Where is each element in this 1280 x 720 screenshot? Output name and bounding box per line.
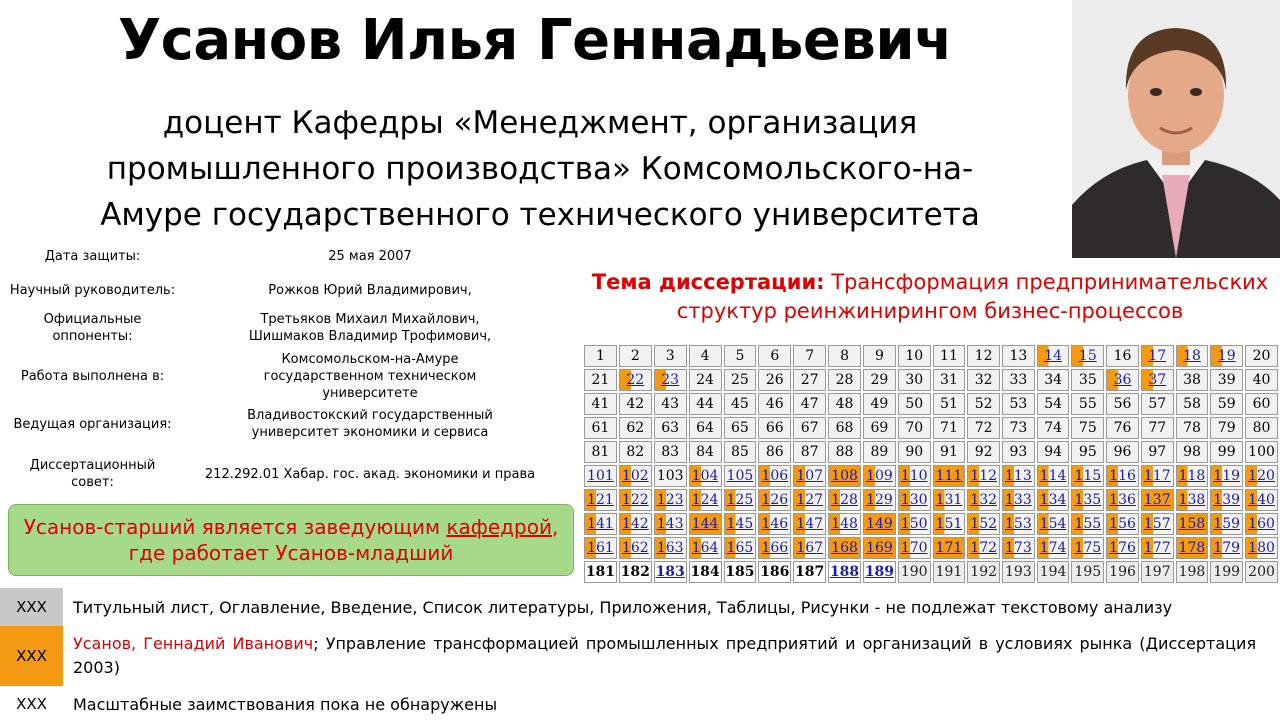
page-cell: 69 [863, 417, 896, 439]
page-cell: 182 [619, 561, 652, 583]
info-row [0, 351, 560, 401]
page-grid-row [584, 537, 1278, 559]
page-cell: 80 [1245, 417, 1278, 439]
page-cell: 97 [1141, 441, 1174, 463]
page-cell: 184 [689, 561, 722, 583]
page-cell: 27 [793, 369, 826, 391]
legend-swatch: XXX [0, 690, 63, 718]
page-cell[interactable]: 183 [654, 561, 687, 583]
page-cell[interactable]: 126 [758, 489, 791, 511]
page-cell: 79 [1210, 417, 1243, 439]
page-cell[interactable]: 170 [898, 537, 931, 559]
page-cell[interactable]: 157 [1141, 513, 1174, 535]
page-cell[interactable]: 15 [1071, 345, 1104, 367]
page-cell[interactable]: 115 [1071, 465, 1104, 487]
page-cell: 58 [1176, 393, 1209, 415]
page-cell: 99 [1210, 441, 1243, 463]
page-cell: 103 [654, 465, 687, 487]
page-cell: 62 [619, 417, 652, 439]
page-cell[interactable]: 180 [1245, 537, 1278, 559]
page-cell[interactable]: 177 [1141, 537, 1174, 559]
page-cell: 78 [1176, 417, 1209, 439]
info-value: Комсомольском-на-Амуре государственном техническом университете [263, 351, 477, 401]
page-cell: 40 [1245, 369, 1278, 391]
page-cell[interactable]: 131 [933, 489, 966, 511]
page-cell[interactable]: 158 [1176, 513, 1209, 535]
page-cell[interactable]: 171 [933, 537, 966, 559]
page-cell: 13 [1002, 345, 1035, 367]
page-cell: 95 [1071, 441, 1104, 463]
info-row [0, 248, 560, 265]
page-cell[interactable]: 161 [584, 537, 617, 559]
page-cell[interactable]: 112 [967, 465, 1000, 487]
page-cell: 192 [967, 561, 1000, 583]
page-cell: 61 [584, 417, 617, 439]
page-cell: 47 [793, 393, 826, 415]
callout-text: Усанов-старший является заведующим [23, 515, 447, 539]
page-cell: 39 [1210, 369, 1243, 391]
page-cell: 46 [758, 393, 791, 415]
page-cell[interactable]: 164 [689, 537, 722, 559]
page-cell: 186 [758, 561, 791, 583]
page-cell: 84 [689, 441, 722, 463]
page-cell: 83 [654, 441, 687, 463]
info-value: 212.292.01 Хабар. гос. акад. экономики и права [204, 466, 536, 482]
page-cell[interactable]: 37 [1141, 369, 1174, 391]
page-cell: 25 [724, 369, 757, 391]
page-cell[interactable]: 127 [793, 489, 826, 511]
page-cell[interactable]: 144 [689, 513, 722, 535]
page-cell: 82 [619, 441, 652, 463]
page-cell[interactable]: 111 [933, 465, 966, 487]
page-cell: 92 [967, 441, 1000, 463]
page-cell[interactable]: 168 [828, 537, 861, 559]
page-cell: 56 [1106, 393, 1139, 415]
page-cell: 96 [1106, 441, 1139, 463]
page-cell[interactable]: 174 [1037, 537, 1070, 559]
page-cell: 59 [1210, 393, 1243, 415]
page-cell: 32 [967, 369, 1000, 391]
page-cell: 5 [724, 345, 757, 367]
page-cell[interactable]: 109 [863, 465, 896, 487]
page-cell: 49 [863, 393, 896, 415]
page-cell: 34 [1037, 369, 1070, 391]
page-cell: 81 [584, 441, 617, 463]
page-cell: 190 [898, 561, 931, 583]
source-author: Усанов, Геннадий Иванович [73, 634, 314, 653]
page-cell[interactable]: 145 [724, 513, 757, 535]
page-cell: 3 [654, 345, 687, 367]
page-cell[interactable]: 143 [654, 513, 687, 535]
page-cell[interactable]: 189 [863, 561, 896, 583]
info-row [0, 310, 560, 346]
page-cell: 33 [1002, 369, 1035, 391]
subtitle-line: Амуре государственного технического университета [100, 197, 980, 233]
page-cell: 41 [584, 393, 617, 415]
legend-text: Титульный лист, Оглавление, Введение, Список литературы, Приложения, Таблицы, Рисунки - не подлежат текстовому анализу [73, 597, 1173, 617]
legend-row [0, 626, 1280, 686]
dissertation-theme [580, 268, 1280, 326]
page-cell[interactable]: 118 [1176, 465, 1209, 487]
page-cell: 64 [689, 417, 722, 439]
page-cell: 50 [898, 393, 931, 415]
page-cell[interactable]: 138 [1176, 489, 1209, 511]
page-cell[interactable]: 179 [1210, 537, 1243, 559]
info-label: Работа выполнена в: [20, 368, 165, 384]
page-cell: 76 [1106, 417, 1139, 439]
page-cell: 52 [967, 393, 1000, 415]
page-grid-row [584, 441, 1278, 463]
page-cell[interactable]: 108 [828, 465, 861, 487]
page-grid-row [584, 417, 1278, 439]
info-label: Официальные оппоненты: [43, 312, 142, 344]
page-cell[interactable]: 119 [1210, 465, 1243, 487]
page-cell: 187 [793, 561, 826, 583]
legend-swatch: XXX [0, 588, 63, 626]
portrait-illustration [1072, 0, 1280, 258]
page-cell[interactable]: 156 [1106, 513, 1139, 535]
page-cell[interactable]: 124 [689, 489, 722, 511]
page-cell: 70 [898, 417, 931, 439]
page-cell[interactable]: 141 [584, 513, 617, 535]
page-cell[interactable]: 152 [967, 513, 1000, 535]
page-cell[interactable]: 140 [1245, 489, 1278, 511]
page-cell: 35 [1071, 369, 1104, 391]
info-value: Третьяков Михаил Михайлович, Шишмаков Владимир Трофимович, [248, 312, 492, 344]
page-cell: 194 [1037, 561, 1070, 583]
page-cell: 48 [828, 393, 861, 415]
page-cell: 20 [1245, 345, 1278, 367]
info-label: Диссертационный совет: [29, 458, 156, 490]
page-cell: 72 [967, 417, 1000, 439]
page-cell: 68 [828, 417, 861, 439]
page-cell: 199 [1210, 561, 1243, 583]
page-cell: 86 [758, 441, 791, 463]
relation-callout [8, 504, 574, 576]
page-cell: 191 [933, 561, 966, 583]
page-cell[interactable]: 137 [1141, 489, 1174, 511]
page-cell[interactable]: 107 [793, 465, 826, 487]
page-cell: 55 [1071, 393, 1104, 415]
page-cell: 90 [898, 441, 931, 463]
page-cell[interactable]: 142 [619, 513, 652, 535]
legend-text: Масштабные заимствования пока не обнаружены [73, 694, 498, 714]
page-cell: 93 [1002, 441, 1035, 463]
page-cell: 193 [1002, 561, 1035, 583]
page-cell: 71 [933, 417, 966, 439]
page-cell[interactable]: 160 [1245, 513, 1278, 535]
page-cell: 89 [863, 441, 896, 463]
page-cell[interactable]: 102 [619, 465, 652, 487]
legend-row [0, 588, 1280, 626]
page-cell[interactable]: 121 [584, 489, 617, 511]
page-cell[interactable]: 105 [724, 465, 757, 487]
page-cell[interactable]: 139 [1210, 489, 1243, 511]
page-cell: 94 [1037, 441, 1070, 463]
page-grid-row [584, 393, 1278, 415]
page-cell: 196 [1106, 561, 1139, 583]
page-cell: 63 [654, 417, 687, 439]
info-value: Рожков Юрий Владимирович, [268, 283, 472, 298]
page-cell[interactable]: 110 [898, 465, 931, 487]
page-cell: 16 [1106, 345, 1139, 367]
page-cell: 4 [689, 345, 722, 367]
page-cell: 87 [793, 441, 826, 463]
page-cell[interactable]: 113 [1002, 465, 1035, 487]
page-title: Усанов Илья Геннадьевич [117, 8, 953, 73]
portrait-photo [1072, 0, 1280, 258]
page-grid-row [584, 465, 1278, 487]
page-cell[interactable]: 114 [1037, 465, 1070, 487]
page-cell[interactable]: 149 [863, 513, 896, 535]
page-cell: 195 [1071, 561, 1104, 583]
page-cell: 2 [619, 345, 652, 367]
page-cell[interactable]: 162 [619, 537, 652, 559]
page-cell[interactable]: 169 [863, 537, 896, 559]
department-link[interactable]: кафедрой [446, 515, 552, 539]
page-cell[interactable]: 36 [1106, 369, 1139, 391]
page-cell: 85 [724, 441, 757, 463]
page-grid-table [582, 343, 1280, 585]
page-cell: 65 [724, 417, 757, 439]
subtitle [20, 100, 1060, 238]
page-cell: 91 [933, 441, 966, 463]
page-cell[interactable]: 173 [1002, 537, 1035, 559]
page-cell: 31 [933, 369, 966, 391]
page-cell: 8 [828, 345, 861, 367]
page-cell: 21 [584, 369, 617, 391]
page-cell: 73 [1002, 417, 1035, 439]
theme-text: Трансформация предпринимательских структур реинжинирингом бизнес-процессов [676, 270, 1269, 323]
page-cell[interactable]: 120 [1245, 465, 1278, 487]
page-grid-row [584, 345, 1278, 367]
page-cell: 42 [619, 393, 652, 415]
page-cell: 12 [967, 345, 1000, 367]
page-cell[interactable]: 18 [1176, 345, 1209, 367]
page-cell[interactable]: 153 [1002, 513, 1035, 535]
page-cell[interactable]: 106 [758, 465, 791, 487]
page-grid [582, 343, 1280, 585]
page-cell: 44 [689, 393, 722, 415]
page-grid-row [584, 513, 1278, 535]
page-cell[interactable]: 146 [758, 513, 791, 535]
page-cell[interactable]: 163 [654, 537, 687, 559]
page-grid-row [584, 369, 1278, 391]
info-label: Научный руководитель: [9, 283, 176, 298]
page-cell: 98 [1176, 441, 1209, 463]
page-cell[interactable]: 167 [793, 537, 826, 559]
page-cell: 28 [828, 369, 861, 391]
page-cell: 10 [898, 345, 931, 367]
page-cell[interactable]: 23 [654, 369, 687, 391]
page-cell: 53 [1002, 393, 1035, 415]
subtitle-line: доцент Кафедры «Менеджмент, организация [162, 105, 918, 141]
info-row [0, 282, 560, 299]
info-label: Ведущая организация: [13, 416, 172, 432]
page-grid-row [584, 561, 1278, 583]
page-cell: 54 [1037, 393, 1070, 415]
page-cell: 185 [724, 561, 757, 583]
page-cell: 57 [1141, 393, 1174, 415]
page-cell[interactable]: 147 [793, 513, 826, 535]
legend-row [0, 690, 1280, 718]
info-value: Владивостокский государственный университет экономики и сервиса [247, 408, 493, 440]
legend-swatch: XXX [0, 626, 63, 686]
page-cell[interactable]: 176 [1106, 537, 1139, 559]
subtitle-line: промышленного производства» Комсомольского-на- [106, 151, 974, 187]
page-cell[interactable]: 166 [758, 537, 791, 559]
page-cell: 197 [1141, 561, 1174, 583]
page-cell: 181 [584, 561, 617, 583]
page-cell: 29 [863, 369, 896, 391]
page-cell[interactable]: 159 [1210, 513, 1243, 535]
page-cell[interactable]: 123 [654, 489, 687, 511]
page-cell: 43 [654, 393, 687, 415]
info-label: Дата защиты: [44, 249, 141, 264]
page-cell: 100 [1245, 441, 1278, 463]
page-cell[interactable]: 148 [828, 513, 861, 535]
page-cell: 74 [1037, 417, 1070, 439]
page-cell: 200 [1245, 561, 1278, 583]
page-cell[interactable]: 129 [863, 489, 896, 511]
page-cell[interactable]: 122 [619, 489, 652, 511]
page-cell: 24 [689, 369, 722, 391]
page-cell[interactable]: 154 [1037, 513, 1070, 535]
page-cell[interactable]: 135 [1071, 489, 1104, 511]
theme-label: Тема диссертации: [591, 270, 825, 294]
page-cell[interactable]: 22 [619, 369, 652, 391]
page-cell: 7 [793, 345, 826, 367]
page-cell: 60 [1245, 393, 1278, 415]
page-cell[interactable]: 178 [1176, 537, 1209, 559]
page-cell[interactable]: 104 [689, 465, 722, 487]
page-cell[interactable]: 19 [1210, 345, 1243, 367]
page-cell: 9 [863, 345, 896, 367]
page-cell[interactable]: 188 [828, 561, 861, 583]
page-cell: 11 [933, 345, 966, 367]
page-cell: 1 [584, 345, 617, 367]
page-cell[interactable]: 150 [898, 513, 931, 535]
callout-text: , где работает Усанов-младший [128, 515, 559, 565]
page-cell[interactable]: 133 [1002, 489, 1035, 511]
page-cell[interactable]: 172 [967, 537, 1000, 559]
page-cell[interactable]: 101 [584, 465, 617, 487]
page-cell: 26 [758, 369, 791, 391]
page-cell: 77 [1141, 417, 1174, 439]
page-cell[interactable]: 175 [1071, 537, 1104, 559]
page-cell[interactable]: 130 [898, 489, 931, 511]
page-cell[interactable]: 17 [1141, 345, 1174, 367]
page-cell[interactable]: 155 [1071, 513, 1104, 535]
page-cell: 66 [758, 417, 791, 439]
page-cell: 51 [933, 393, 966, 415]
legend-text [63, 632, 1280, 680]
page-cell: 6 [758, 345, 791, 367]
page-cell: 75 [1071, 417, 1104, 439]
page-grid-row [584, 489, 1278, 511]
page-cell: 198 [1176, 561, 1209, 583]
page-cell: 67 [793, 417, 826, 439]
page-cell[interactable]: 136 [1106, 489, 1139, 511]
page-cell: 88 [828, 441, 861, 463]
page-cell[interactable]: 151 [933, 513, 966, 535]
page-cell[interactable]: 14 [1037, 345, 1070, 367]
page-cell[interactable]: 165 [724, 537, 757, 559]
info-value: 25 мая 2007 [328, 249, 412, 264]
page-cell: 45 [724, 393, 757, 415]
page-cell: 38 [1176, 369, 1209, 391]
page-cell[interactable]: 128 [828, 489, 861, 511]
page-cell[interactable]: 134 [1037, 489, 1070, 511]
page-cell: 30 [898, 369, 931, 391]
page-cell[interactable]: 132 [967, 489, 1000, 511]
page-cell[interactable]: 117 [1141, 465, 1174, 487]
info-row [0, 454, 560, 494]
info-row [0, 404, 560, 444]
source-title: ; Управление трансформацией промышленных предприятий и организаций в условиях рынка (Диссертация 2003) [73, 634, 1257, 677]
page-cell[interactable]: 116 [1106, 465, 1139, 487]
page-cell[interactable]: 125 [724, 489, 757, 511]
